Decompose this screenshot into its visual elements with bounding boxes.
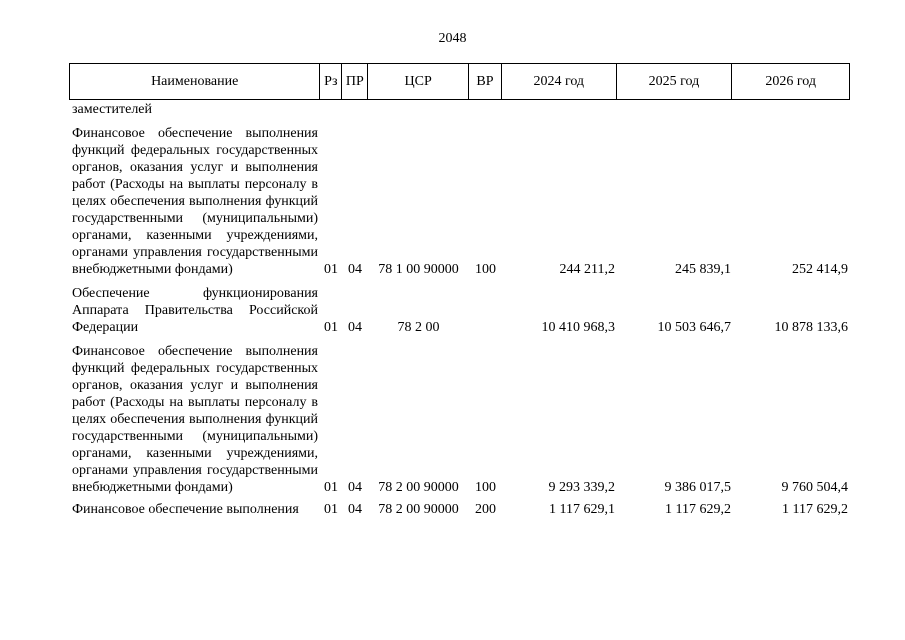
row-name: Финансовое обеспечение выполнения функций федеральных государственных органов, оказания услуг и выполнения работ (Расходы на выплаты персоналу в целях обеспечения выполнения функций государственными (муниципальными) органами, казенными учреждениями, органами управления государственными внебюджетными фондами) xyxy=(72,344,318,495)
row-csr: 78 2 00 90000 xyxy=(378,502,459,517)
row-vr: 200 xyxy=(475,502,496,517)
page-number: 2048 xyxy=(438,31,467,46)
table-row xyxy=(69,125,850,278)
row-rz: 01 xyxy=(324,502,338,517)
header-vr: ВР xyxy=(469,64,502,99)
row-2025: 245 839,1 xyxy=(675,262,731,277)
row-2025: 10 503 646,7 xyxy=(657,320,731,335)
table-row xyxy=(69,343,850,496)
row-2026: 252 414,9 xyxy=(792,262,848,277)
row-2024: 10 410 968,3 xyxy=(541,320,615,335)
row-2024: 9 293 339,2 xyxy=(548,480,615,495)
row-vr: 100 xyxy=(475,480,496,495)
row-pr: 04 xyxy=(348,262,362,277)
table-header xyxy=(69,63,850,100)
row-rz: 01 xyxy=(324,480,338,495)
row-vr: 100 xyxy=(475,262,496,277)
row-csr: 78 1 00 90000 xyxy=(378,262,459,277)
table-row xyxy=(69,101,850,118)
row-csr: 78 2 00 90000 xyxy=(378,480,459,495)
row-rz: 01 xyxy=(324,262,338,277)
row-2026: 9 760 504,4 xyxy=(781,480,848,495)
row-pr: 04 xyxy=(348,480,362,495)
row-pr: 04 xyxy=(348,502,362,517)
header-rz: Рз xyxy=(320,64,342,99)
header-2026: 2026 год xyxy=(765,73,816,89)
header-csr: ЦСР xyxy=(368,64,469,99)
row-name: Финансовое обеспечение выполнения xyxy=(72,502,299,517)
row-2025: 9 386 017,5 xyxy=(664,480,731,495)
row-2024: 1 117 629,1 xyxy=(549,502,615,517)
row-name: Обеспечение функционирования Аппарата Правительства Российской Федерации xyxy=(72,286,318,335)
row-2024: 244 211,2 xyxy=(559,262,615,277)
header-pr: ПР xyxy=(342,64,368,99)
row-2025: 1 117 629,2 xyxy=(665,502,731,517)
table-body xyxy=(69,101,850,518)
table-row xyxy=(69,285,850,336)
row-csr: 78 2 00 xyxy=(397,320,440,335)
header-2024: 2024 год xyxy=(502,64,617,99)
row-name: заместителей xyxy=(72,102,153,117)
row-2026: 1 117 629,2 xyxy=(782,502,848,517)
row-pr: 04 xyxy=(348,320,362,335)
row-2026: 10 878 133,6 xyxy=(774,320,848,335)
row-name: Финансовое обеспечение выполнения функций федеральных государственных органов, оказания услуг и выполнения работ (Расходы на выплаты персоналу в целях обеспечения выполнения функций государственными (муниципальными) органами, казенными учреждениями, органами управления государственными внебюджетными фондами) xyxy=(72,126,318,277)
row-rz: 01 xyxy=(324,320,338,335)
header-name: Наименование xyxy=(70,64,320,99)
header-2025: 2025 год xyxy=(617,64,733,99)
table-row xyxy=(69,501,850,518)
